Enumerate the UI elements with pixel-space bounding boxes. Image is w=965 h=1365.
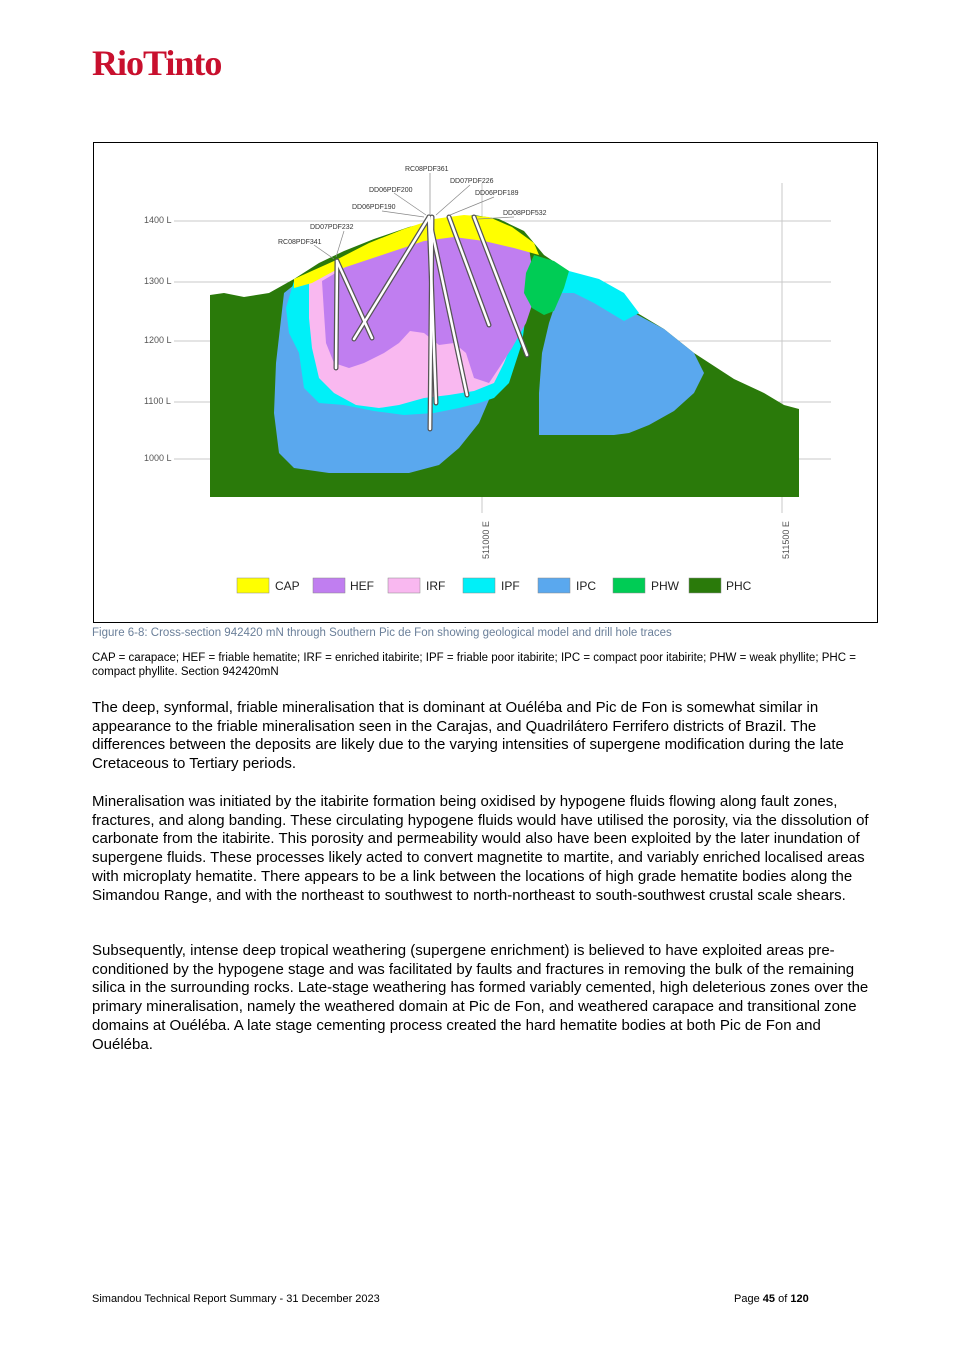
cross-section-diagram <box>94 143 877 622</box>
page-current: 45 <box>762 1293 776 1305</box>
drill-label: DD08PDF532 <box>503 210 547 217</box>
level-label: 1000 L <box>144 453 172 463</box>
drill-label: RC08PDF361 <box>405 166 449 173</box>
legend-label: PHW <box>651 579 679 593</box>
level-label: 1200 L <box>144 335 172 345</box>
rio-tinto-logo: RioTinto <box>92 43 222 83</box>
drill-label: DD06PDF190 <box>352 204 396 211</box>
legend-label: IPF <box>501 579 520 593</box>
drill-label: DD07PDF232 <box>310 224 354 231</box>
body-paragraph: Mineralisation was initiated by the itabirite formation being oxidised by hypogene fluids flowing along fault zones, fractures, and along banding. These circulating hypogene fluids would have utilised the porosity, via the dissolution of carbonate from the itabirite. This porosity and permeability would also have been exploited by the later inundation of supergene fluids. These processes likely acted to convert magnetite to martite, and variably enriched localised areas with microplaty hematite. There appears to be a link between the locations of high grade hematite bodies along the Simandou Range, and with the northeast to southwest to north-northeast to south-southwest crustal scale shears. <box>92 793 869 904</box>
footer-page-number <box>734 1293 809 1305</box>
level-label: 1300 L <box>144 276 172 286</box>
drill-label: DD07PDF226 <box>450 178 494 185</box>
body-paragraph: Subsequently, intense deep tropical weathering (supergene enrichment) is believed to have exploited areas pre-conditioned by the hypogene stage and was facilitated by faults and fractures in removing the bulk of the remaining silica in the surrounding rocks. Late-stage weathering has formed variably cemented, high deleterious zones over the primary mineralisation, namely the weathered domain at Pic de Fon, and weathered carapace and transitional zone domains at Ouéléba. A late stage cementing process created the hard hematite bodies at both Pic de Fon and Ouéléba. <box>92 942 869 1053</box>
drill-label: DD06PDF189 <box>475 190 519 197</box>
level-label: 1400 L <box>144 215 172 225</box>
legend-swatch-ipf <box>463 578 495 593</box>
legend-swatch-cap <box>237 578 269 593</box>
cross-section-figure <box>93 142 878 623</box>
figure-legend-note: CAP = carapace; HEF = friable hematite; IRF = enriched itabirite; IPF = friable poor itabirite; IPC = compact poor itabirite; PHW = weak phyllite; PHC = compact phyllite. Section 942420mN <box>92 652 856 678</box>
legend-swatch-phw <box>613 578 645 593</box>
body-paragraph: The deep, synformal, friable mineralisation that is dominant at Ouéléba and Pic de Fon is somewhat similar in appearance to the friable mineralisation seen in the Carajas, and Quadrilátero Ferrifero districts of Brazil. The differences between the deposits are likely due to the varying intensities of supergene modification during the late Cretaceous to Tertiary periods. <box>92 699 844 773</box>
easting-label: 511500 E <box>781 521 791 559</box>
legend-swatch-ipc <box>538 578 570 593</box>
page-prefix: Page <box>734 1293 760 1305</box>
drill-label: DD06PDF200 <box>369 187 413 194</box>
drill-label: RC08PDF341 <box>278 239 322 246</box>
legend-label: IRF <box>426 579 446 593</box>
legend-swatch-phc <box>689 578 721 593</box>
legend-label: CAP <box>275 579 300 593</box>
legend <box>237 578 752 593</box>
page-of: of <box>778 1293 788 1305</box>
legend-swatch-hef <box>313 578 345 593</box>
legend-label: PHC <box>726 579 752 593</box>
footer-report-title: Simandou Technical Report Summary - 31 December 2023 <box>92 1293 380 1305</box>
easting-label: 511000 E <box>481 521 491 559</box>
legend-swatch-irf <box>388 578 420 593</box>
figure-caption: Figure 6-8: Cross-section 942420 mN through Southern Pic de Fon showing geological model and drill hole traces <box>92 627 672 639</box>
legend-label: HEF <box>350 579 374 593</box>
level-label: 1100 L <box>144 396 171 406</box>
page-total: 120 <box>790 1293 809 1305</box>
legend-label: IPC <box>576 579 597 593</box>
